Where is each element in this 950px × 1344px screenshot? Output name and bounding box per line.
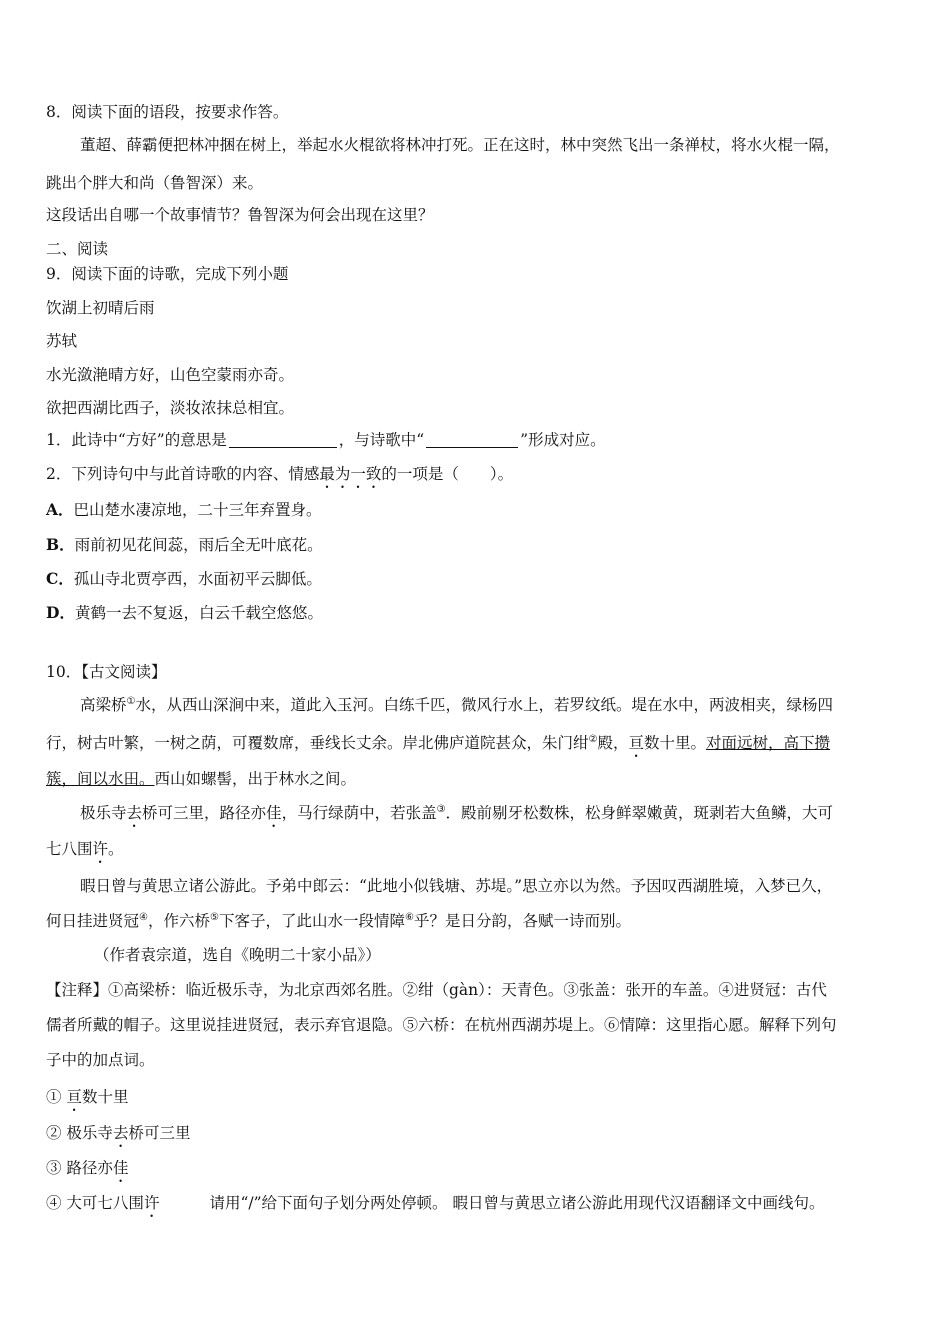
q8-passage-line1: 董超、薛霸便把林冲捆在树上，举起水火棍欲将林冲打死。正在这时，林中突然飞出一条禅杖，将水火棍一隔， <box>80 136 840 154</box>
q10-passage-line2: 行，树古叶繁，一树之荫，可覆数席，垂线长丈余。岸北佛庐道院甚众，朱门绀②殿，亘数十里。对面远树，高下攒 <box>46 733 831 752</box>
dotted-emphasis: 佳 <box>112 1159 129 1177</box>
answer-blank[interactable] <box>426 431 518 448</box>
dotted-emphasis: 亘 <box>66 1088 82 1106</box>
q10-passage-line1: 高梁桥①水，从西山深涧中来，道此入玉河。白练千匹，微风行水上，若罗纹纸。堤在水中，两波相夹，绿杨四 <box>80 695 833 714</box>
q10-heading: 10．【古文阅读】 <box>46 663 167 681</box>
q9-heading: 9．阅读下面的诗歌，完成下列小题 <box>46 265 289 283</box>
poem-line1: 水光潋滟晴方好，山色空蒙雨亦奇。 <box>46 366 295 384</box>
dotted-emphasis: 去 <box>126 804 143 822</box>
option-b: B．雨前初见花间蕊，雨后全无叶底花。 <box>46 535 323 554</box>
dotted-emphasis: 去 <box>112 1124 129 1142</box>
q9-sub2: 2．下列诗句中与此首诗歌的内容、情感最为一致的一项是（ ）。 <box>46 465 514 483</box>
underlined-sentence: 簇，间以水田。 <box>46 770 155 788</box>
underlined-sentence: 对面远树，高下攒 <box>706 734 831 752</box>
dotted-emphasis: 许 <box>92 840 109 858</box>
poem-line2: 欲把西湖比西子，淡妆浓抹总相宜。 <box>46 399 295 417</box>
item-3: ③ 路径亦佳 <box>46 1159 129 1177</box>
q10-passage-line7: 何日挂进贤冠④，作六桥⑤下客子，了此山水一段情障⑥乎？是日分韵，各赋一诗而别。 <box>46 911 631 930</box>
q10-passage-line5: 七八围许。 <box>46 840 124 858</box>
dotted-emphasis: 佳 <box>266 804 282 822</box>
q10-passage-line3: 簇，间以水田。西山如螺髻，出于林水之间。 <box>46 770 357 788</box>
dotted-emphasis: 许 <box>143 1194 160 1212</box>
option-a: A．巴山楚水凄凉地，二十三年弃置身。 <box>46 500 322 519</box>
option-d: D．黄鹤一去不复返，白云千载空悠悠。 <box>46 603 323 622</box>
item-1: ① 亘数十里 <box>46 1088 129 1106</box>
q8-heading: 8．阅读下面的语段，按要求作答。 <box>46 103 289 121</box>
item-4: ④ 大可七八围许 请用“/”给下面句子划分两处停顿。 暇日曾与黄思立诸公游此用现代汉语翻译文中画线句。 <box>46 1194 825 1212</box>
q10-passage-line4: 极乐寺去桥可三里，路径亦佳，马行绿荫中，若张盖③．殿前剔牙松数株，松身鲜翠嫩黄，斑剥若大鱼鳞，大可 <box>80 803 834 822</box>
notes-line3: 子中的加点词。 <box>46 1051 155 1069</box>
dotted-emphasis: 最为一致 <box>319 465 382 483</box>
q8-passage-line2: 跳出个胖大和尚（鲁智深）来。 <box>46 174 264 192</box>
dotted-emphasis: 亘 <box>628 734 645 752</box>
option-c: C．孤山寺北贾亭西，水面初平云脚低。 <box>46 569 322 588</box>
notes-line2: 儒者所戴的帽子。这里说挂进贤冠，表示弃官退隐。⑤六桥：在杭州西湖苏堤上。⑥情障：这里指心愿。解释下列句 <box>46 1016 837 1034</box>
item-2: ② 极乐寺去桥可三里 <box>46 1124 191 1142</box>
q9-sub1: 1．此诗中“方好”的意思是 ，与诗歌中“ ”形成对应。 <box>46 431 606 449</box>
q10-source: （作者袁宗道，选自《晚明二十家小品》） <box>94 946 381 964</box>
answer-blank[interactable] <box>229 431 337 448</box>
poem-title: 饮湖上初晴后雨 <box>46 299 155 317</box>
notes-line1: 【注释】①高梁桥：临近极乐寺，为北京西郊名胜。②绀（gàn）：天青色。③张盖：张开的车盖。④进贤冠：古代 <box>46 981 827 999</box>
q8-question: 这段话出自哪一个故事情节？鲁智深为何会出现在这里？ <box>46 206 434 224</box>
section-reading-heading: 二、阅读 <box>46 240 109 258</box>
q10-passage-line6: 暇日曾与黄思立诸公游此。予弟中郎云：“此地小似钱塘、苏堤。”思立亦以为然。予因叹西湖胜境，入梦已久， <box>80 877 833 895</box>
poem-author: 苏轼 <box>46 332 78 350</box>
